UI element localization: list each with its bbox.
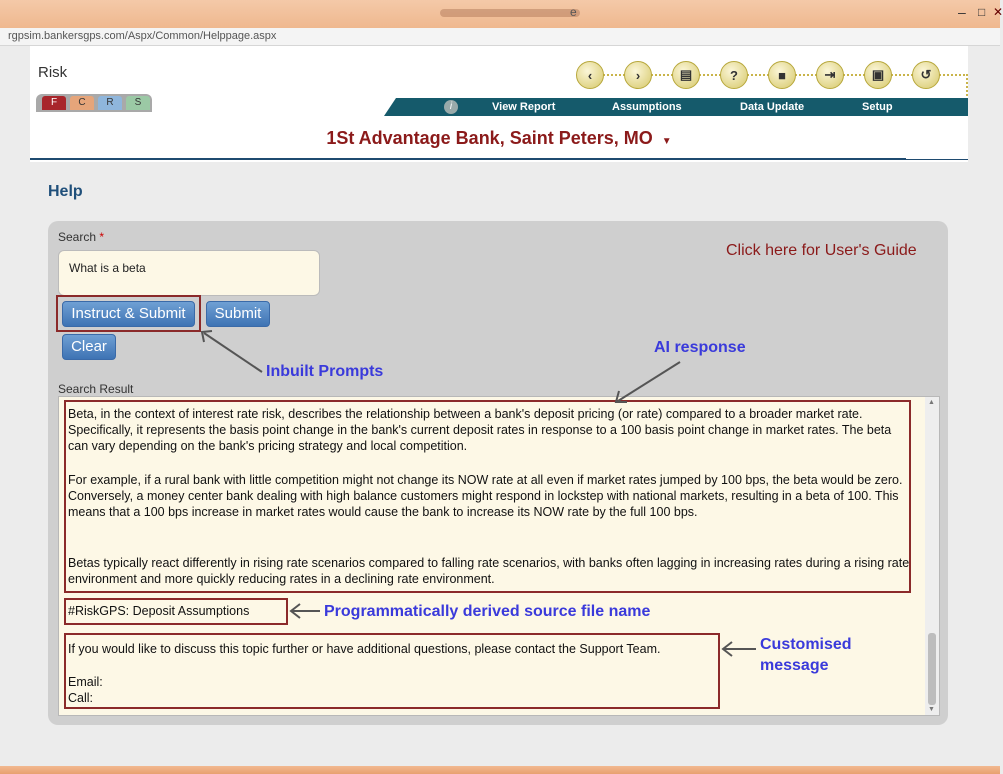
minimize-button[interactable]: – xyxy=(958,4,966,20)
back-icon[interactable]: ‹ xyxy=(576,61,604,89)
bank-name: 1St Advantage Bank, Saint Peters, MO xyxy=(326,128,653,148)
ai-paragraph-1: Beta, in the context of interest rate risk, describes the relationship between a bank's deposit pricing (or rate) compared to a broader market rate. Specifically, it represents the basis point change in the bank's current deposit rates in response to a 100 basis point change in market rates. The beta can vary depending on the bank's pricing strategy and local competition. xyxy=(68,407,892,453)
annotation-inbuilt-prompts: Inbuilt Prompts xyxy=(266,363,384,380)
dropdown-caret-icon: ▼ xyxy=(661,136,672,147)
arrow-ai xyxy=(618,362,680,401)
info-icon[interactable]: i xyxy=(444,100,458,114)
result-scrollbar[interactable]: ▲ ▼ xyxy=(925,397,939,715)
email-label: Email: xyxy=(68,675,103,689)
annotation-custom-line2: message xyxy=(760,657,829,674)
submit-button[interactable]: Submit xyxy=(206,301,270,327)
users-guide-link[interactable]: Click here for User's Guide xyxy=(726,242,917,259)
annotation-custom-line1: Customised xyxy=(760,636,852,653)
nav-view-report[interactable]: View Report xyxy=(492,101,556,113)
title-fragment: e xyxy=(570,5,577,19)
call-label: Call: xyxy=(68,691,94,705)
app-name: Risk xyxy=(38,64,68,81)
nav-assumptions[interactable]: Assumptions xyxy=(612,101,682,113)
url-text: rgpsim.bankersgps.com/Aspx/Common/Helppage.aspx xyxy=(8,30,277,42)
instruct-submit-button[interactable]: Instruct & Submit xyxy=(62,301,195,327)
maximize-button[interactable]: □ xyxy=(978,5,986,19)
module-tab-c[interactable]: C xyxy=(70,96,94,110)
annotation-ai-response: AI response xyxy=(654,339,746,356)
nav-data-update[interactable]: Data Update xyxy=(740,101,805,113)
copy-icon[interactable]: ▣ xyxy=(864,61,892,89)
module-tab-r[interactable]: R xyxy=(98,96,122,110)
custom-message: If you would like to discuss this topic further or have additional questions, please contact the Support Team. xyxy=(68,642,661,656)
result-label: Search Result xyxy=(58,382,134,396)
video-icon[interactable]: ■ xyxy=(768,61,796,89)
export-icon[interactable]: ⇥ xyxy=(816,61,844,89)
ai-paragraph-3: Betas typically react differently in rising rate scenarios compared to falling rate scenarios, with banks often lagging in increasing rates during a rising rate environment and more quickly reducing rates in a declining rate environment. xyxy=(68,556,910,586)
module-tab-f[interactable]: F xyxy=(42,96,66,110)
search-label: Search * xyxy=(58,230,105,244)
clear-button[interactable]: Clear xyxy=(62,334,116,360)
module-tab-s[interactable]: S xyxy=(126,96,150,110)
annotation-source-name: Programmatically derived source file name xyxy=(324,603,651,620)
nav-setup[interactable]: Setup xyxy=(862,101,893,113)
help-icon[interactable]: ? xyxy=(720,61,748,89)
logout-icon[interactable]: ↺ xyxy=(912,61,940,89)
ai-paragraph-2: For example, if a rural bank with little competition might not change its NOW rate at all even if market rates jumped by 100 bps, the beta would be zero. Conversely, a money center bank dealing with high balance customers might respond in lockstep with national markets, resulting in a beta of 100. This means that a 100 bps increase in market rates would cause the bank to increase its NOW rate by the full 100 bps. xyxy=(68,473,903,519)
search-input[interactable]: What is a beta xyxy=(58,250,320,296)
close-button[interactable]: ✕ xyxy=(993,5,1003,19)
print-icon[interactable]: ▤ xyxy=(672,61,700,89)
arrow-inbuilt xyxy=(204,333,262,372)
page-title: Help xyxy=(48,183,83,200)
forward-icon[interactable]: › xyxy=(624,61,652,89)
source-file-name: #RiskGPS: Deposit Assumptions xyxy=(68,604,250,618)
window-bottom-edge xyxy=(0,766,1000,774)
